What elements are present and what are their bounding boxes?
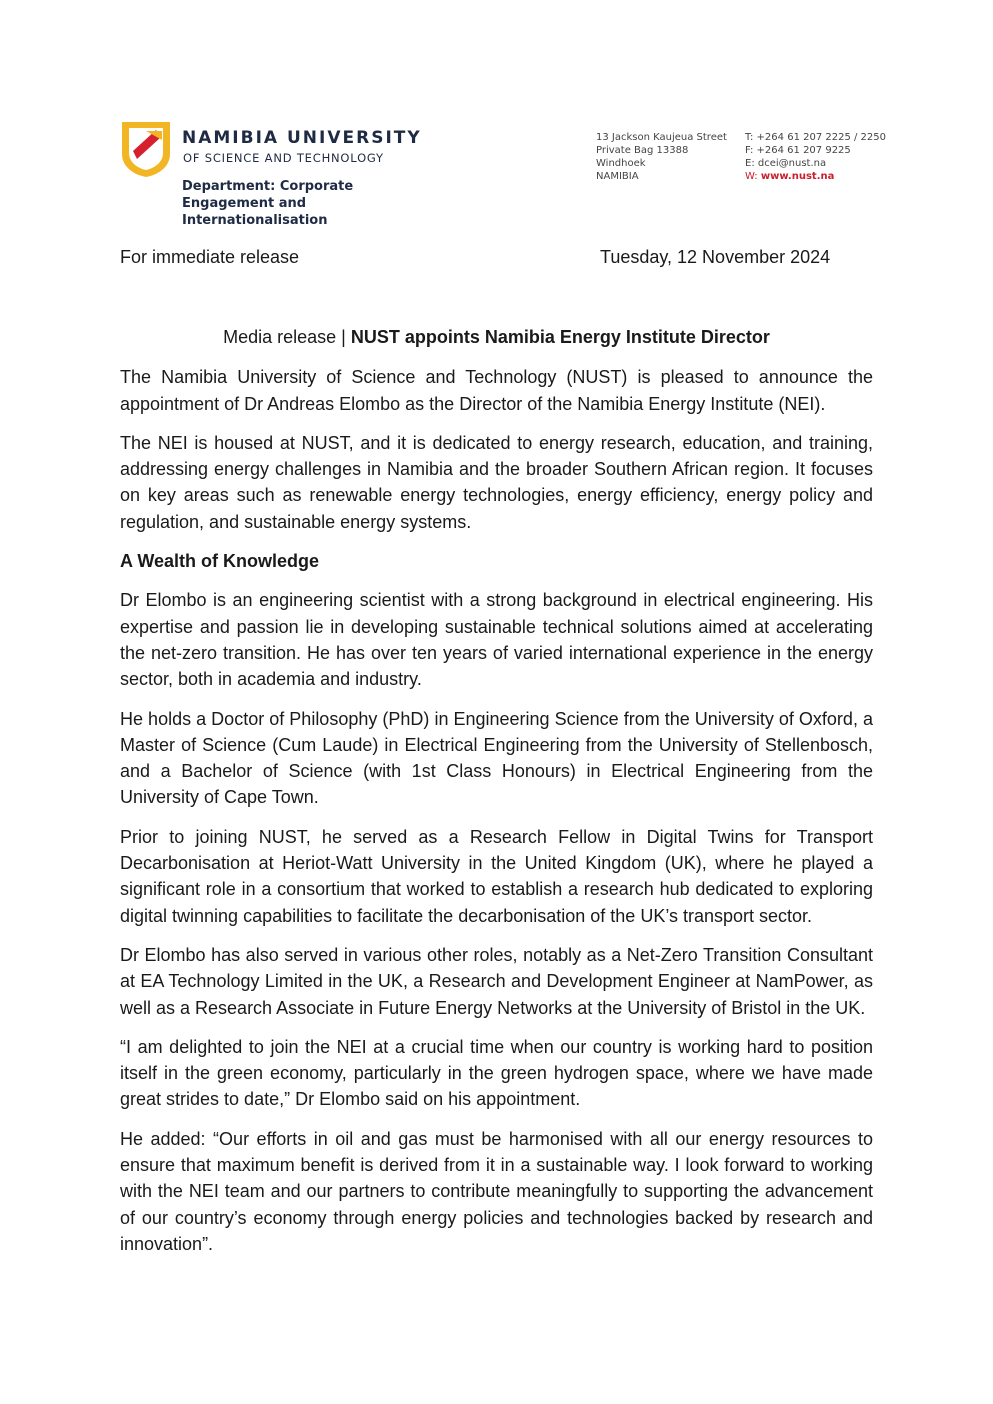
contact-fax: F: +264 61 207 9225 — [745, 145, 851, 156]
address-line: Windhoek — [596, 158, 646, 169]
paragraph: The NEI is housed at NUST, and it is dedicated to energy research, education, and training, addressing energy challenges in Namibia and the broader Southern African region. It focuses on key areas such as renewable energy technologies, energy efficiency, energy policy and regulation, and sustainable energy systems. — [120, 432, 873, 532]
paragraph: Dr Elombo is an engineering scientist with a strong background in electrical engineering. His expertise and passion lie in developing sustainable technical solutions aimed at accelerating the net-zero transition. He has over ten years of varied international experience in the energy sector, both in academia and industry. — [120, 590, 873, 690]
department-line: Department: Corporate — [182, 179, 354, 194]
title-text: NUST appoints Namibia Energy Institute Director — [350, 327, 770, 347]
title-prefix: Media release | — [223, 327, 351, 347]
paragraph: He holds a Doctor of Philosophy (PhD) in Engineering Science from the University of Oxford, a Master of Science (Cum Laude) in Electrical Engineering from the University of Stellenbosch, and a Bachelor of Science (with 1st Class Honours) in Electrical Engineering from the University of Cape Town. — [120, 708, 873, 808]
website-link[interactable]: www.nust.na — [760, 171, 835, 182]
university-name: NAMIBIA UNIVERSITY — [182, 128, 422, 148]
postal-address — [596, 131, 727, 183]
address-line: Private Bag 13388 — [596, 145, 689, 156]
address-line: NAMIBIA — [596, 171, 639, 182]
article-body — [120, 324, 873, 1270]
paragraph: He added: “Our efforts in oil and gas must be harmonised with all our energy resources to ensure that maximum benefit is derived from it in a sustainable way. I look forward to working with the NEI team and our partners to contribute meaningfully to supporting the advancement of our country’s economy through energy policies and technologies backed by research and innovation”. — [120, 1128, 873, 1254]
contact-website — [745, 170, 886, 183]
paragraph: Prior to joining NUST, he served as a Research Fellow in Digital Twins for Transport Decarbonisation at Heriot-Watt University in the United Kingdom (UK), where he played a significant role in a consortium that worked to establish a research hub dedicated to exploring digital twinning capabilities to facilitate the decarbonisation of the UK’s transport sector. — [120, 826, 873, 926]
contact-telephone: T: +264 61 207 2225 / 2250 — [745, 132, 886, 143]
address-line: 13 Jackson Kaujeua Street — [596, 132, 727, 143]
university-subtitle: OF SCIENCE AND TECHNOLOGY — [183, 151, 384, 165]
contact-details — [745, 131, 886, 183]
release-date: Tuesday, 12 November 2024 — [600, 247, 831, 267]
nust-shield-logo-icon — [120, 120, 172, 178]
quote-paragraph: “I am delighted to join the NEI at a crucial time when our country is working hard to position itself in the green economy, particularly in the green hydrogen space, where we have made great strides to date,” Dr Elombo said on his appointment. — [120, 1036, 873, 1110]
release-label: For immediate release — [120, 247, 300, 267]
section-heading: A Wealth of Knowledge — [120, 551, 320, 572]
paragraph: Dr Elombo has also served in various other roles, notably as a Net-Zero Transition Consultant at EA Technology Limited in the UK, a Research and Development Engineer at NamPower, as well as a Research Associate in Future Energy Networks at the University of Bristol in the UK. — [120, 944, 873, 1018]
department-line: Engagement and — [182, 196, 307, 211]
article-title — [120, 324, 873, 350]
department-name — [182, 178, 382, 229]
department-line: Internationalisation — [182, 213, 328, 228]
paragraph: The Namibia University of Science and Technology (NUST) is pleased to announce the appointment of Dr Andreas Elombo as the Director of the Namibia Energy Institute (NEI). — [120, 367, 873, 414]
contact-email: E: dcei@nust.na — [745, 158, 827, 169]
website-prefix: W: — [745, 171, 761, 182]
